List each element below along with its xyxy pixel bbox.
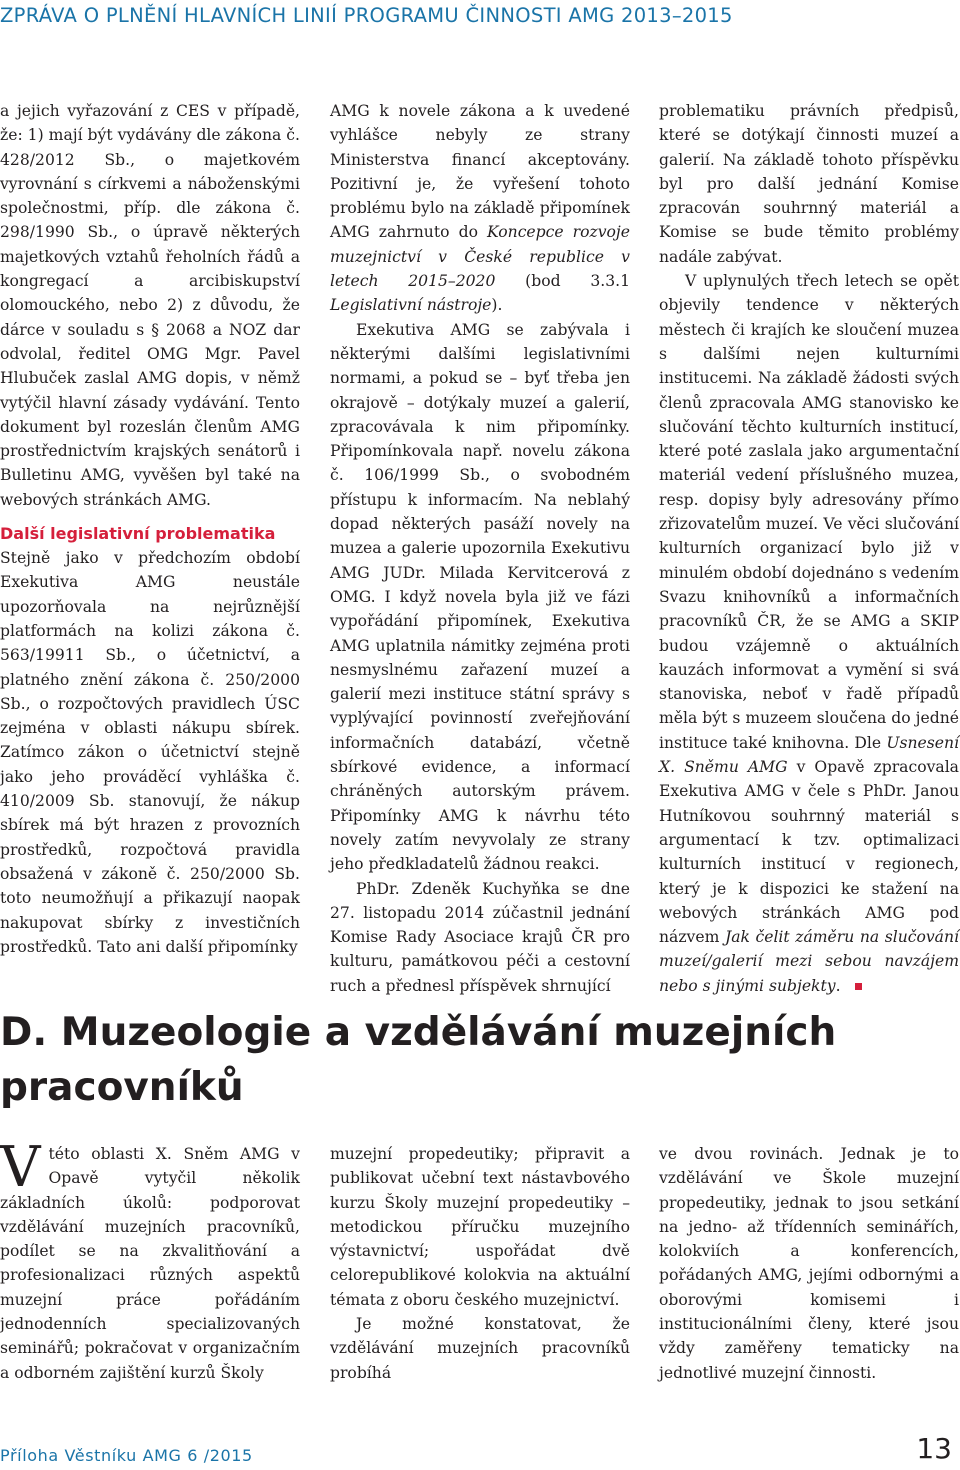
- text-run: V uplynulých třech letech se opět objevily tendence v některých městech či krajích ke sloučení muzea s dalšími nejen kulturními institucemi. Na základě žádosti svých členů zpracovala AMG stanovisko ke slučování těchto kulturních institucí, které poté zaslala jako argumentační materiál vedení příslušného muzea, resp. dopisy byly adresovány přímo zřizovatelům muzeí. Ve věci slučování kulturních organizací bylo již v minulém období dojednáno s vedením Svazu knihovníků a informačních pracovníků ČR, že se AMG a SKIP budou vzájemně o aktuálních kauzách informovat a vymění si svá stanoviska, neboť v řadě případů měla být s muzeem sloučena do jedné instituce také knihovna. Dle: [659, 272, 959, 752]
- paragraph: a jejich vyřazování z CES v případě, že: 1) mají být vydávány dle zákona č. 428/2012 Sb., o majetkovém vyrovnání s církvemi a náboženskými společnostmi, příp. dle zákona č. 298/1990 Sb., o úpravě některých majetkových vztahů řeholních řádů a kongregací a arcibiskupství olomouckého, nebo 2) z důvodu, že dárce v souladu s § 2068 a NOZ dar odvolal, ředitel OMG Mgr. Pavel Hlubuček zaslal AMG dopis, v němž vytýčil hlavní zásady vydávání. Tento dokument byl rozeslán členům AMG prostřednictvím krajských senátorů i Bulletinu AMG, vyvěšen byl také na webových stránkách AMG.: [0, 102, 300, 509]
- running-header: ZPRÁVA O PLNĚNÍ HLAVNÍCH LINIÍ PROGRAMU ČINNOSTI AMG 2013–2015: [0, 4, 733, 27]
- paragraph: Je možné konstatovat, že vzdělávání muzejních pracovníků probíhá: [330, 1315, 630, 1382]
- text-run: .: [835, 976, 841, 995]
- paragraph: Stejně jako v předchozím období Exekutiva AMG neustále upozorňovala na nejrůznější platformách na kolizi zákona č. 563/19911 Sb., o účetnictví, a platného znění zákona č. 250/2000 Sb., o rozpočtových pravidlech ÚSC zejména v oblasti nákupu sbírek. Zatímco zákon o účetnictví stejně jako jeho prováděcí vyhláška č. 410/2009 Sb. stanovují, že nákup sbírek má být hrazen z provozních prostředků, rozpočtová pravidla obsažená v zákoně č. 250/2000 Sb. toto neumožňují a přikazují naopak nakupovat sbírky z investičních prostředků. Tato ani další připomínky: [0, 549, 300, 956]
- paragraph: [0, 1135, 300, 1385]
- italic-title: Legislativní nástroje: [330, 296, 492, 315]
- paragraph: PhDr. Zdeněk Kuchyňka se dne 27. listopadu 2014 zúčastnil jednání Komise Rady Asociace krajů ČR pro kulturu, památkovou péči a cestovní ruch a přednesl příspěvek shrnující: [330, 879, 630, 995]
- paragraph: ve dvou rovinách. Jednak je to vzdělávání ve Škole muzejní propedeutiky, jednak to jsou setkání na jedno- až třídenních seminářích, kolokviích a konferencích, pořádaných AMG, jejími odbornými a oborovými komisemi i institucionálními členy, které jsou vždy zaměřeny tematicky na jednotlivé muzejní činnosti.: [659, 1145, 959, 1382]
- section-title: D. Muzeologie a vzdělávání muzejních pracovníků: [0, 1010, 837, 1110]
- column-3: [659, 99, 959, 998]
- bottom-column-2: [330, 1142, 630, 1385]
- column-2: [330, 99, 630, 998]
- end-of-article-icon: [855, 983, 862, 990]
- italic-title: Koncepce rozvoje muzejnictví v České republice v letech 2015–2020: [330, 223, 630, 291]
- bottom-column-1: [0, 1135, 300, 1385]
- italic-title: Jak čelit záměru na slučování muzeí/galerií mezi sebou navzájem nebo s jinými subjekty: [659, 928, 959, 995]
- text-run: (bod 3.3.1: [495, 272, 630, 291]
- paragraph: muzejní propedeutiky; připravit a publikovat učební text nástavbového kurzu Školy muzejní propedeutiky – metodickou příručku muzejního výstavnictví; uspořádat dvě celorepublikové kolokvia na aktuální témata z oboru českého muzejnictví.: [330, 1145, 630, 1309]
- paragraph: Exekutiva AMG se zabývala i některými dalšími legislativními normami, a pokud se – byť třeba jen okrajově – dotýkaly muzeí a galerií, zpracovávala k nim připomínky. Připomínkovala např. novelu zákona č. 106/1999 Sb., o svobodném přístupu k informacím. Na neblahý dopad některých pasáží novely na muzea a galerie upozornila Exekutivu AMG JUDr. Milada Kervitcerová z OMG. I když novela byla již ve fázi vypořádání připomínek, Exekutiva AMG uplatnila námitky zejména proti nesmyslnému zařazení muzeí a galerií mezi instituce státní správy s vyplývající povinností zveřejňování informačních databází, včetně sbírkové evidence, a informací chráněných autorským právem. Připomínky AMG k návrhu této novely zatím nevyvolaly ze strany jeho předkladatelů žádnou reakci.: [330, 320, 630, 874]
- footer-publication: Příloha Věstníku AMG 6 /2015: [0, 1446, 253, 1465]
- text-run: v Opavě zpracovala Exekutiva AMG v čele s PhDr. Janou Hutníkovou souhrnný materiál s argumentací k tzv. optimalizaci kulturních institucí v regionech, který je k dispozici ke stažení na webových stránkách AMG pod názvem: [659, 758, 959, 947]
- paragraph: [330, 99, 630, 318]
- paragraph: [659, 269, 959, 998]
- text-run: AMG k novele zákona a k uvedené vyhlášce nebyly ze strany Ministerstva financí akceptovány. Pozitivní je, že vyřešení tohoto problému bylo na základě připomínek AMG zahrnuto do: [330, 102, 630, 242]
- paragraph: problematiku právních předpisů, které se dotýkají činnosti muzeí a galerií. Na základě tohoto příspěvku byl pro další jednání Komise zpracován souhrnný materiál a Komise se bude těmito problémy nadále zabývat.: [659, 102, 959, 266]
- text-run: ).: [491, 296, 503, 315]
- column-1: [0, 99, 300, 959]
- subheading: Další legislativní problematika: [0, 524, 276, 544]
- italic-title: Usnesení X. Sněmu AMG: [659, 733, 959, 777]
- bottom-column-3: [659, 1142, 959, 1385]
- drop-cap: V: [0, 1135, 41, 1200]
- page-number: 13: [916, 1432, 952, 1465]
- text-run: této oblasti X. Sněm AMG v Opavě vytyčil několik základních úkolů: podporovat vzdělávání muzejních pracovníků, podílet se na zkvalitňování a profesionalizaci různých aspektů muzejní práce pořádáním jednodenních specializovaných seminářů; pokračovat v organizačním a odborném zajištění kurzů Školy: [0, 1145, 300, 1382]
